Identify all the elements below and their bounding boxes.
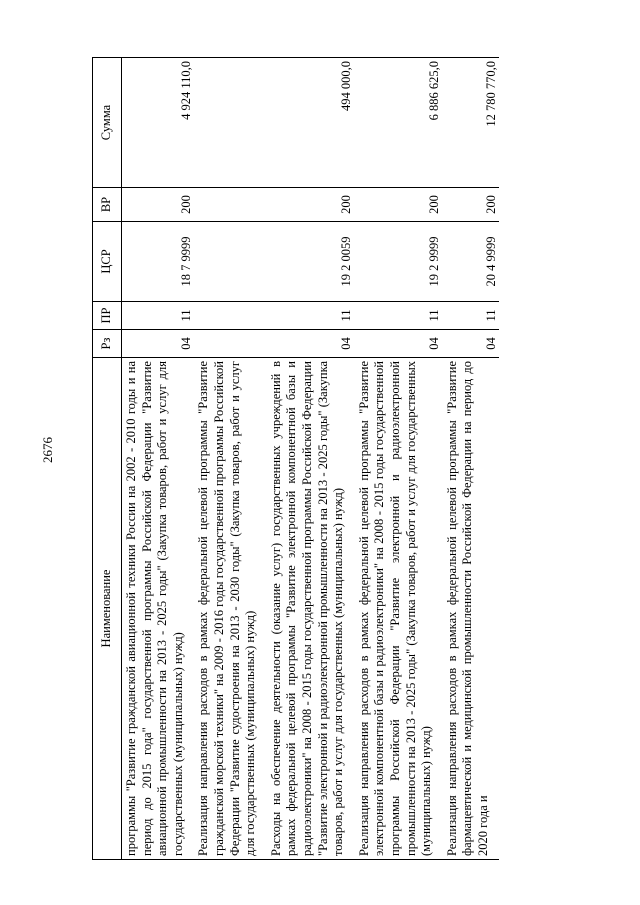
row-pr <box>194 302 266 330</box>
row-vr: 200 <box>267 188 355 222</box>
header-csr: ЦСР <box>93 222 122 302</box>
row-sum <box>194 58 266 188</box>
row-pr: 11 <box>355 302 443 330</box>
row-vr: 200 <box>443 188 500 222</box>
row-csr: 18 7 9999 <box>122 222 195 302</box>
row-rz: 04 <box>267 330 355 358</box>
header-sum: Сумма <box>93 58 122 188</box>
budget-table <box>92 57 499 860</box>
row-csr <box>194 222 266 302</box>
table-row <box>355 58 443 860</box>
row-csr: 20 4 9999 <box>443 222 500 302</box>
row-sum: 12 780 770,0 <box>443 58 500 188</box>
row-csr: 19 2 0059 <box>267 222 355 302</box>
row-name: Реализация направления расходов в рамках федеральной целевой программы "Развитие гражданской морской техники" на 2009 - 2016 годы государственной программы Российской Федерации "Развитие судостроения на 2013 - 2030 годы" (Закупка товаров, работ и услуг для государственных (муниципальных) нужд) <box>194 358 266 860</box>
row-rz <box>194 330 266 358</box>
table-row <box>122 58 195 860</box>
row-name: Реализация направления расходов в рамках федеральной целевой программы "Развитие электронной компонентной базы и радиоэлектроники" на 2008 - 2015 годы государственной программы Российской Федерации "Развитие электронной и радиоэлектронной промышленности на 2013 - 2025 годы" (Закупка товаров, работ и услуг для государственных (муниципальных) нужд) <box>355 358 443 860</box>
row-pr: 11 <box>122 302 195 330</box>
page-number: 2676 <box>40 437 55 463</box>
row-name: Реализация направления расходов в рамках федеральной целевой программы "Развитие фармацевтической и медицинской промышленности Российской Федерации на период до 2020 года и <box>443 358 500 860</box>
table-header-row <box>93 58 122 860</box>
header-rz: Рз <box>93 330 122 358</box>
row-rz: 04 <box>443 330 500 358</box>
row-name: Расходы на обеспечение деятельности (оказание услуг) государственных учреждений в рамках федеральной целевой программы "Развитие электронной компонентной базы и радиоэлектроники" на 2008 - 2015 годы государственной программы Российской Федерации "Развитие электронной и радиоэлектронной промышленности на 2013 - 2025 годы" (Закупка товаров, работ и услуг для государственных (муниципальных) нужд) <box>267 358 355 860</box>
table-row <box>443 58 500 860</box>
row-sum: 4 924 110,0 <box>122 58 195 188</box>
row-sum: 494 000,0 <box>267 58 355 188</box>
header-vr: ВР <box>93 188 122 222</box>
row-pr: 11 <box>443 302 500 330</box>
row-name: программы "Развитие гражданской авиационной техники России на 2002 - 2010 годы и на период до 2015 года" государственной программы Российской Федерации "Развитие авиационной промышленности на 2013 - 2025 годы" (Закупка товаров, работ и услуг для государственных (муниципальных) нужд) <box>122 358 195 860</box>
table-row <box>194 58 266 860</box>
row-vr: 200 <box>355 188 443 222</box>
row-rz: 04 <box>122 330 195 358</box>
row-pr: 11 <box>267 302 355 330</box>
table-row <box>267 58 355 860</box>
row-sum: 6 886 625,0 <box>355 58 443 188</box>
rotated-page <box>92 58 598 860</box>
header-pr: ПР <box>93 302 122 330</box>
row-vr <box>194 188 266 222</box>
row-vr: 200 <box>122 188 195 222</box>
header-name: Наименование <box>93 358 122 860</box>
row-rz: 04 <box>355 330 443 358</box>
row-csr: 19 2 9999 <box>355 222 443 302</box>
